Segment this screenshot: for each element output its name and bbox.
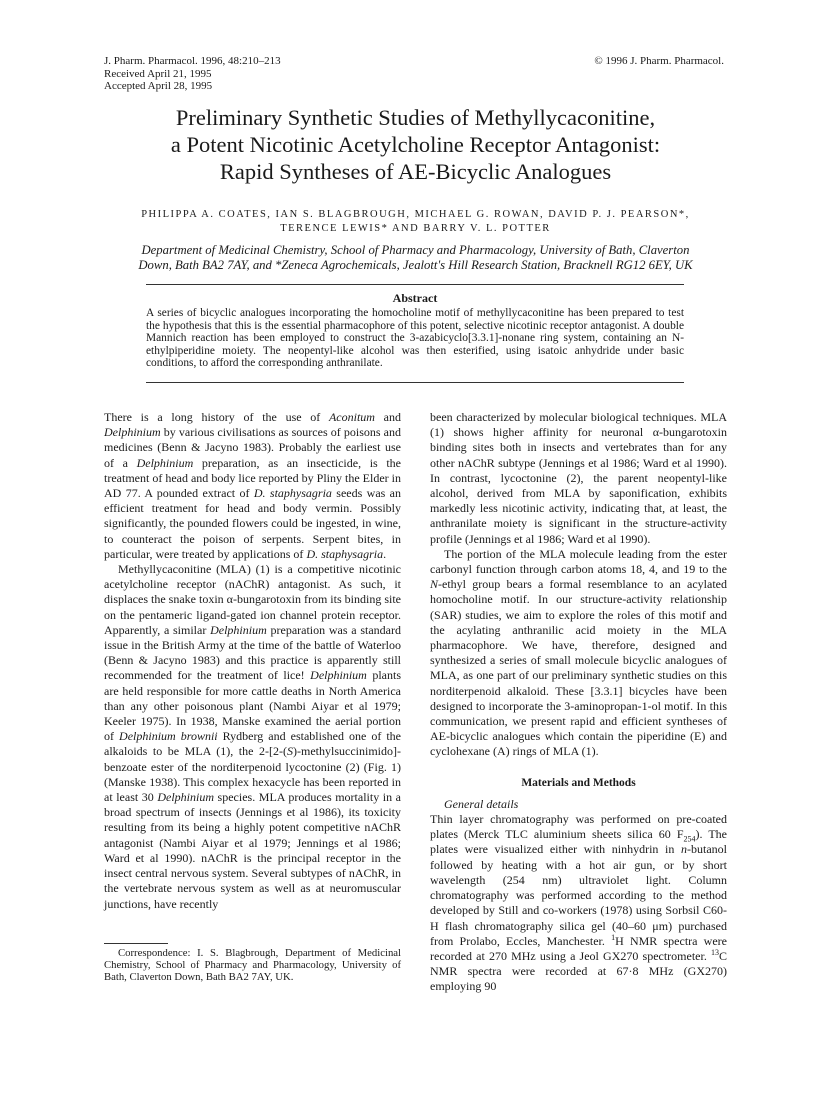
authors-line-1: PHILIPPA A. COATES, IAN S. BLAGBROUGH, MICHAEL G. ROWAN, DAVID P. J. PEARSON*, xyxy=(141,209,690,220)
affiliation-line-1: Department of Medicinal Chemistry, School of Pharmacy and Pharmacology, University of Bath, Claverton xyxy=(141,243,690,257)
subsection-general-details: General details xyxy=(444,796,519,811)
affiliation-line-2: Down, Bath BA2 7AY, and *Zeneca Agrochemicals, Jealott's Hill Research Station, Bracknell RG12 6EY, UK xyxy=(138,258,693,272)
footnote-rule xyxy=(104,943,168,944)
intro-paragraph-2: Methyllycaconitine (MLA) (1) is a competitive nicotinic acetylcholine receptor (nAChR) antagonist. As such, it displaces the snake toxin α-bungarotoxin from its binding site on the pentameric ligand-gated ion channel protein receptor. Apparently, a similar Delphinium preparation was a standard issue in the British Army at the time of the battle of Waterloo (Benn & Jacyno 1983) and this practice is apparently still recommended for the treatment of lice! Delphinium plants are held responsible for more cattle deaths in North America than any other poisonous plant (Nambi Aiyar et al 1979; Keeler 1975). In 1938, Manske examined the aerial portion of Delphinium brownii Rydberg and established one of the alkaloids to be MLA (1), the 2-[2-(S)-methylsuccinimido]-benzoate ester of the norditerpenoid lycoctonine (2) (Fig. 1) (Manske 1938). This complex hexacycle has been reported in at least 30 Delphinium species. MLA produces mortality in a broad spectrum of insects (Jennings et al 1986), its toxicity resulting from its being a highly potent competitive nAChR antagonist (Nambi Aiyar et al 1979; Jennings et al 1986; Ward et al 1990). nAChR is the principal receptor in the insect central nervous system. Several subtypes of nAChR, in the vertebrate nervous system as well as at neuromuscular junctions, have recently xyxy=(104,562,402,911)
author-list xyxy=(60,208,771,235)
journal-header xyxy=(104,55,281,93)
left-column xyxy=(104,410,401,912)
title-line-2: a Potent Nicotinic Acetylcholine Receptor Antagonist: xyxy=(170,132,661,157)
title-line-3: Rapid Syntheses of AE-Bicyclic Analogues xyxy=(219,159,612,184)
paper-title xyxy=(60,104,771,185)
copyright-notice: © 1996 J. Pharm. Pharmacol. xyxy=(594,55,724,67)
methods-paragraph-1: Thin layer chromatography was performed on pre-coated plates (Merck TLC aluminium sheets silica 60 $F_{254}$). The plates were visualized either with ninhydrin in n-butanol followed by heating with a hot air gun, or by short wavelength (254 nm) ultraviolet light. Column chromatography was performed according to the method developed by Still and co-workers (1978) using Sorbsil C60-H flash chromatography silica gel (40–60 μm) purchased from Prolabo, Eccles, Manchester. $^1$H NMR spectra were recorded at 270 MHz using a Jeol GX270 spectrometer. $^{13}$C NMR spectra were recorded at 67·8 MHz (GX270) employing 90 xyxy=(430,812,727,994)
intro-paragraph-1: There is a long history of the use of Aconitum and Delphinium by various civilisations as sources of poisons and medicines (Benn & Jacyno 1983). Probably the earliest use of a Delphinium preparation, as an insecticide, is the treatment of head and body lice reported by Pliny the Elder in AD 77. A pounded extract of D. staphysagria seeds was an efficient treatment for head and body vermin. Possibly significantly, the pounded flowers could be ingested, in wine, to counteract the poison of serpents. Serpent bites, in particular, were treated by applications of D. staphysagria. xyxy=(104,410,402,561)
correspondence-footnote: Correspondence: I. S. Blagbrough, Department of Medicinal Chemistry, School of Pharmacy and Pharmacology, University of Bath, Claverton Down, Bath BA2 7AY, UK. xyxy=(104,947,401,983)
received-date: Received April 21, 1995 xyxy=(104,67,212,80)
abstract-heading: Abstract xyxy=(392,291,438,305)
affiliation xyxy=(95,243,736,273)
abstract-bottom-rule xyxy=(146,382,684,383)
authors-line-2: TERENCE LEWIS* AND BARRY V. L. POTTER xyxy=(280,222,551,234)
accepted-date: Accepted April 28, 1995 xyxy=(104,80,213,92)
right-column xyxy=(430,410,727,995)
intro-paragraph-3: been characterized by molecular biological techniques. MLA (1) shows higher affinity for neuronal α-bungarotoxin binding sites both in insects and vertebrates than for any other nAChR subtype (Jennings et al 1986; Ward et al 1990). In contrast, lycoctonine (2), the parent neopentyl-like alcohol, derived from MLA by saponification, exhibits markedly less nicotinic activity, indicating that, at least, the anthranilate moiety is significant in the structure-activity profile (Jennings et al 1986; Ward et al 1990). xyxy=(430,410,727,546)
intro-paragraph-4: The portion of the MLA molecule leading from the ester carbonyl function through carbon atoms 18, 4, and 19 to the N-ethyl group bears a formal resemblance to an acylated homocholine motif. In our structure-activity relationship (SAR) studies, we aim to explore the roles of this motif and the acylating anthranilic acid moiety in the MLA pharmacophore. We have, therefore, designed and synthesized a series of small molecule bicyclic analogues of MLA, as one part of our preliminary synthetic studies on this norditerpenoid alkaloid. These [3.3.1] bicycles have been designed to incorporate the 3-aminopropan-1-ol motif. In this communication, we present rapid and efficient syntheses of AE-bicyclic analogues which contain the piperidine (E) and cyclohexane (A) rings of MLA (1). xyxy=(430,546,727,759)
section-heading-materials: Materials and Methods xyxy=(521,776,636,789)
abstract-text: A series of bicyclic analogues incorporating the homocholine motif of methyllycaconitine has been prepared to test the hypothesis that this is the essential pharmacophore of this potent, selective nicotinic receptor antagonist. A double Mannich reaction has been employed to construct the 3-azabicyclo[3.3.1]-nonane ring system, containing an N-ethylpiperidine moiety. The neopentyl-like alcohol was then esterified, using isatoic anhydride under basic conditions, to afford the corresponding anthranilate. xyxy=(146,307,684,369)
journal-citation: J. Pharm. Pharmacol. 1996, 48:210–213 xyxy=(104,55,281,67)
title-line-1: Preliminary Synthetic Studies of Methyllycaconitine, xyxy=(175,105,656,130)
abstract-top-rule xyxy=(146,284,684,285)
